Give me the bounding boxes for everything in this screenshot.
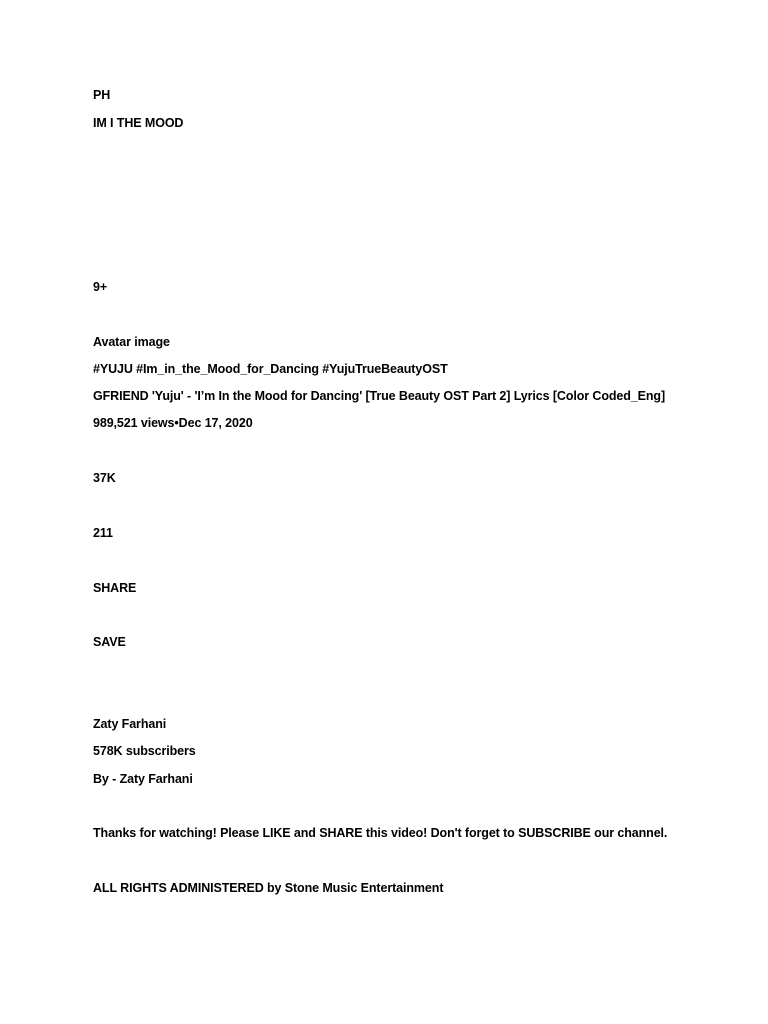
ph-label: PH (93, 88, 111, 102)
like-count[interactable]: 37K (93, 471, 116, 485)
description-thanks: Thanks for watching! Please LIKE and SHARE this video! Don't forget to SUBSCRIBE our channel. (93, 826, 668, 840)
mood-title: IM I THE MOOD (93, 116, 184, 130)
dislike-count[interactable]: 211 (93, 526, 113, 540)
share-button[interactable]: SHARE (93, 581, 137, 595)
avatar-image-text: Avatar image (93, 335, 170, 349)
by-line: By - Zaty Farhani (93, 772, 193, 786)
channel-name[interactable]: Zaty Farhani (93, 717, 167, 731)
description-rights: ALL RIGHTS ADMINISTERED by Stone Music Entertainment (93, 881, 444, 895)
notification-badge[interactable]: 9+ (93, 280, 108, 294)
subscriber-count: 578K subscribers (93, 744, 196, 758)
video-title: GFRIEND 'Yuju' - 'I’m In the Mood for Dancing' [True Beauty OST Part 2] Lyrics [Color Coded_Eng] (93, 389, 666, 403)
save-button[interactable]: SAVE (93, 635, 126, 649)
video-meta: 989,521 views•Dec 17, 2020 (93, 416, 253, 430)
video-hashtags[interactable]: #YUJU #Im_in_the_Mood_for_Dancing #YujuTrueBeautyOST (93, 362, 448, 376)
